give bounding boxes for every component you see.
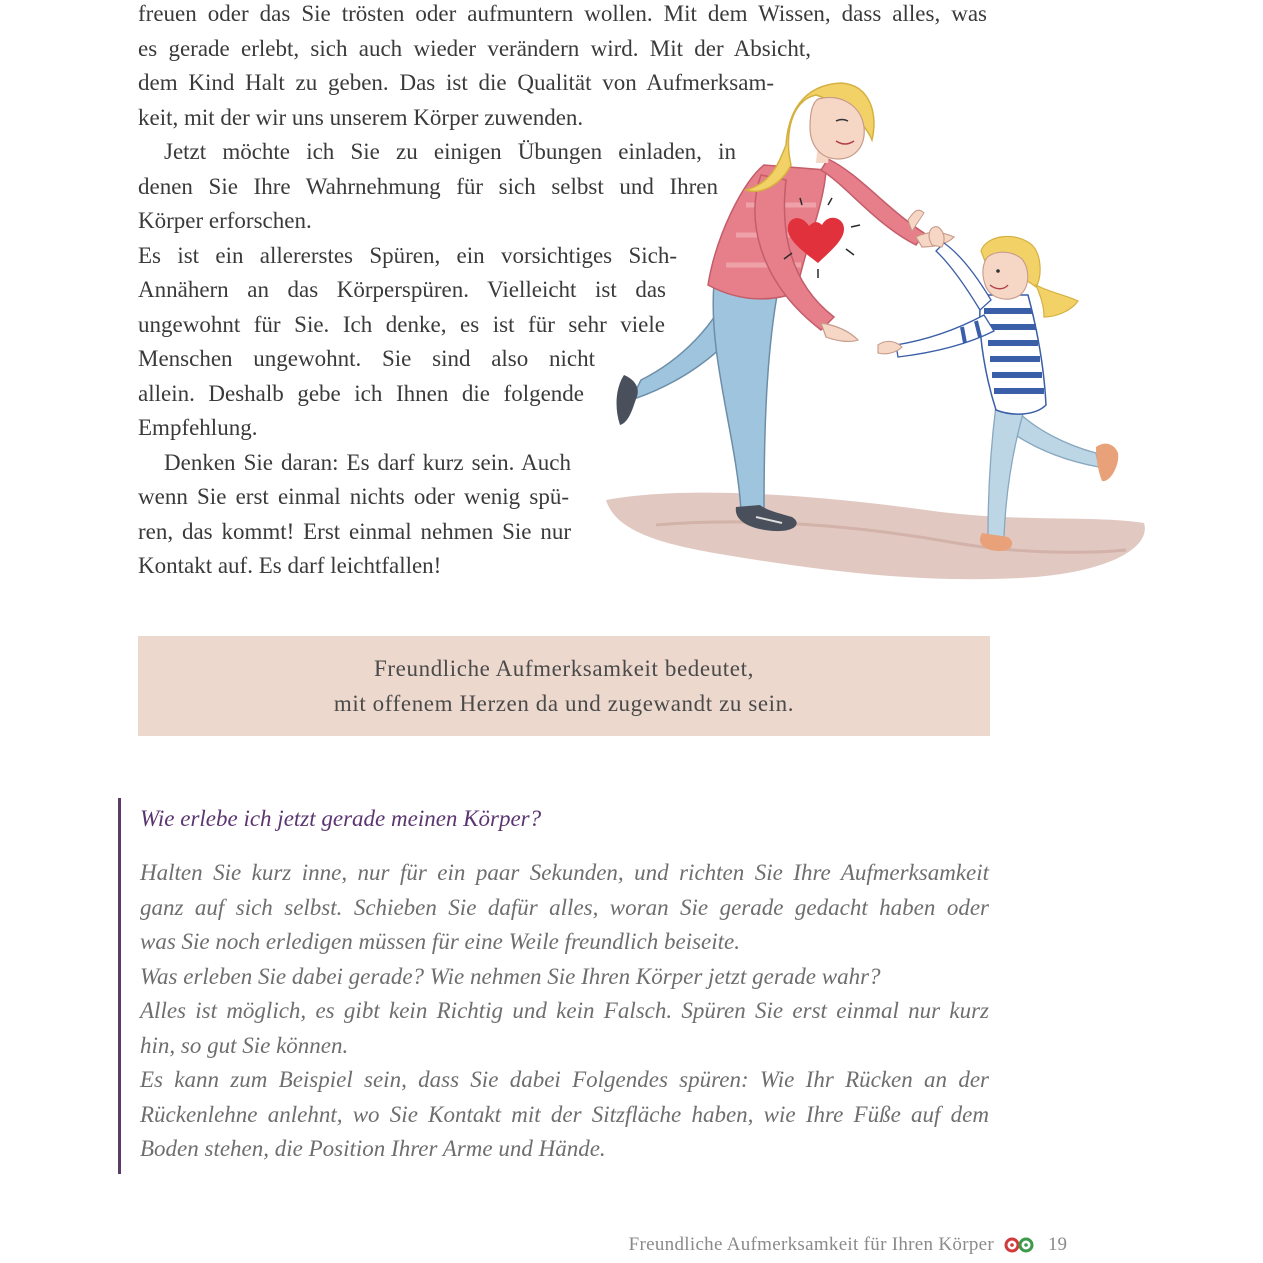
highlight-quote-box: [138, 636, 990, 736]
body-line: es gerade erlebt, sich auch wieder verändern wird. Mit der Absicht,: [138, 35, 811, 61]
body-line: wenn Sie erst einmal nichts oder wenig spü-: [138, 484, 569, 509]
body-line: Annähern an das Körperspüren. Vielleicht ist das: [138, 277, 666, 302]
body-line: Denken Sie daran: Es darf kurz sein. Auch: [164, 449, 571, 475]
body-line: Empfehlung.: [138, 415, 258, 440]
body-line: denen Sie Ihre Wahrnehmung für sich selbst und Ihren: [138, 173, 718, 199]
child-figure: [878, 227, 1118, 551]
quote-line-2: mit offenem Herzen da und zugewandt zu sein.: [333, 691, 795, 716]
exercise-line: was Sie noch erledigen müssen für eine Weile freundlich beiseite.: [140, 929, 740, 954]
body-line: allein. Deshalb gebe ich Ihnen die folgende: [138, 380, 584, 406]
body-line: Es ist ein allererstes Spüren, ein vorsichtiges Sich-: [138, 242, 677, 268]
body-line: ren, das kommt! Erst einmal nehmen Sie nur: [138, 518, 571, 544]
exercise-line: Halten Sie kurz inne, nur für ein paar Sekunden, und richten Sie Ihre Aufmerksamkeit: [140, 860, 989, 885]
page-footer: [629, 1234, 1067, 1256]
body-line: ungewohnt für Sie. Ich denke, es ist für sehr viele: [138, 311, 665, 337]
infinity-circles-icon: [1002, 1237, 1036, 1253]
ground-shadow: [606, 493, 1145, 580]
body-line: Kontakt auf. Es darf leichtfallen!: [138, 553, 442, 578]
mother-figure: [617, 83, 954, 531]
body-line: freuen oder das Sie trösten oder aufmuntern wollen. Mit dem Wissen, dass alles, was: [138, 1, 987, 26]
running-title: Freundliche Aufmerksamkeit für Ihren Körper: [628, 1234, 994, 1255]
exercise-line: Boden stehen, die Position Ihrer Arme und Hände.: [140, 1136, 606, 1161]
mother-and-child-illustration: [596, 55, 1156, 585]
page-number: 19: [1048, 1234, 1067, 1255]
body-line: Menschen ungewohnt. Sie sind also nicht: [138, 346, 595, 371]
exercise-line: hin, so gut Sie können.: [140, 1032, 349, 1058]
exercise-line: Es kann zum Beispiel sein, dass Sie dabei Folgendes spüren: Wie Ihr Rücken an der: [140, 1067, 989, 1092]
exercise-line: Alles ist möglich, es gibt kein Richtig und kein Falsch. Spüren Sie erst einmal nur kurz: [140, 998, 989, 1023]
quote-line-1: Freundliche Aufmerksamkeit bedeutet,: [374, 656, 754, 681]
body-line: keit, mit der wir uns unserem Körper zuwenden.: [138, 104, 584, 130]
exercise-section: [118, 798, 991, 1174]
body-line: Körper erforschen.: [138, 208, 312, 233]
exercise-line: Was erleben Sie dabei gerade? Wie nehmen Sie Ihren Körper jetzt gerade wahr?: [140, 963, 881, 989]
exercise-title: Wie erlebe ich jetzt gerade meinen Körper?: [140, 806, 542, 831]
exercise-line: ganz auf sich selbst. Schieben Sie dafür alles, woran Sie gerade gedacht haben oder: [140, 894, 989, 920]
body-line: Jetzt möchte ich Sie zu einigen Übungen einladen, in: [164, 139, 736, 164]
exercise-body: [140, 856, 990, 1167]
body-line: dem Kind Halt zu geben. Das ist die Qualität von Aufmerksam-: [138, 70, 774, 95]
exercise-line: Rückenlehne anlehnt, wo Sie Kontakt mit der Sitzfläche haben, wie Ihre Füße auf dem: [140, 1101, 989, 1127]
